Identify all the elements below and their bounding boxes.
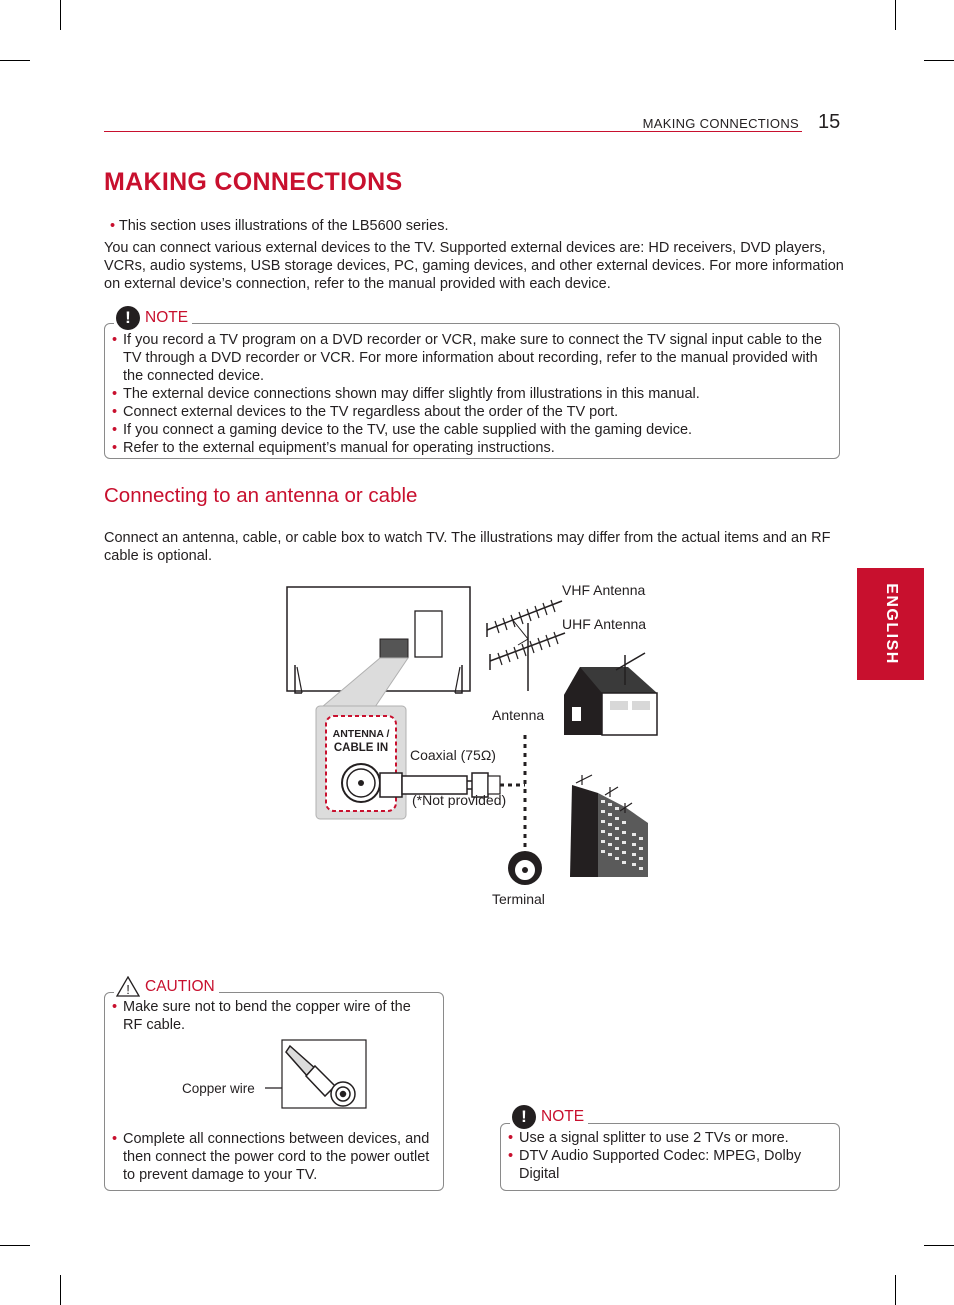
caution-label-text: CAUTION <box>145 977 215 995</box>
vhf-antenna-label: VHF Antenna <box>562 582 646 598</box>
intro-paragraph: You can connect various external devices to the TV. Supported external devices are: HD receivers, DVD players, VCRs, audio systems, USB storage devices, PC, gaming devices, and other external devices. For more information on external device’s connection, refer to the manual provided with each device. <box>104 240 844 292</box>
caution-item: • Make sure not to bend the copper wire of the RF cable. <box>107 998 427 1034</box>
crop-mark <box>924 1245 954 1246</box>
crop-mark <box>895 1275 896 1305</box>
caution-item: • Complete all connections between devices, and then connect the power cord to the power outlet to prevent damage to your TV. <box>107 1130 437 1184</box>
terminal-icon <box>508 851 542 885</box>
antenna-label: Antenna <box>492 707 545 723</box>
note-label-text: NOTE <box>541 1108 585 1125</box>
port-label-line1: ANTENNA / <box>332 728 390 740</box>
note-box <box>500 1123 840 1191</box>
crop-mark <box>924 60 954 61</box>
port-label-line2: CABLE IN <box>333 742 389 754</box>
bullet-dot: • <box>110 218 116 234</box>
coaxial-label: Coaxial (75Ω) <box>410 747 496 763</box>
language-tab-text: ENGLISH <box>882 583 900 665</box>
house-icon <box>564 653 657 735</box>
exclamation-icon: ! <box>116 306 140 330</box>
uhf-antenna-label: UHF Antenna <box>562 616 647 632</box>
building-icon <box>570 775 648 877</box>
note-item: • DTV Audio Supported Codec: MPEG, Dolby Digital <box>503 1147 823 1183</box>
note-list <box>503 1129 823 1183</box>
crop-mark <box>0 60 30 61</box>
running-header: MAKING CONNECTIONS <box>642 116 799 131</box>
copper-wire-label: Copper wire <box>182 1081 255 1096</box>
crop-mark <box>60 1275 61 1305</box>
note-label <box>510 1105 588 1129</box>
page-number: 15 <box>818 111 841 133</box>
copper-wire-illustration <box>265 1038 370 1112</box>
caution-label <box>114 976 219 997</box>
note-label-text: NOTE <box>145 309 189 326</box>
note-item: • The external device connections shown may differ slightly from illustrations in this manual. <box>107 385 823 403</box>
page-title: MAKING CONNECTIONS <box>104 168 403 196</box>
intro-bullet-text: This section uses illustrations of the LB5600 series. <box>118 218 449 234</box>
section-title: Connecting to an antenna or cable <box>104 484 418 507</box>
not-provided-label: (*Not provided) <box>412 792 507 808</box>
crop-mark <box>0 1245 30 1246</box>
note-item: • If you record a TV program on a DVD recorder or VCR, make sure to connect the TV signal input cable to the TV through a DVD recorder or VCR. For more information about recording, refer to the manual provided with the connected device. <box>107 331 823 385</box>
note-item: • Connect external devices to the TV regardless about the order of the TV port. <box>107 403 823 421</box>
antenna-port-callout <box>316 706 406 819</box>
note-label <box>114 306 192 330</box>
crop-mark <box>60 0 61 30</box>
intro-bullet <box>110 218 449 234</box>
svg-text:!: ! <box>126 982 130 997</box>
note-item: • Use a signal splitter to use 2 TVs or more. <box>503 1129 823 1147</box>
caution-list-top <box>107 998 427 1034</box>
antenna-mast-icon <box>487 600 565 691</box>
terminal-label: Terminal <box>492 891 545 907</box>
warning-triangle-icon <box>116 976 140 997</box>
caution-list-bottom <box>107 1130 437 1184</box>
exclamation-icon: ! <box>512 1105 536 1129</box>
language-tab <box>857 568 924 680</box>
note-item: • If you connect a gaming device to the TV, use the cable supplied with the gaming device. <box>107 421 823 439</box>
note-box <box>104 323 840 459</box>
note-list <box>107 331 823 457</box>
section-paragraph: Connect an antenna, cable, or cable box to watch TV. The illustrations may differ from the actual items and an RF cable is optional. <box>104 530 831 564</box>
note-item: • Refer to the external equipment’s manual for operating instructions. <box>107 439 823 457</box>
crop-mark <box>895 0 896 30</box>
header-rule <box>104 131 802 132</box>
